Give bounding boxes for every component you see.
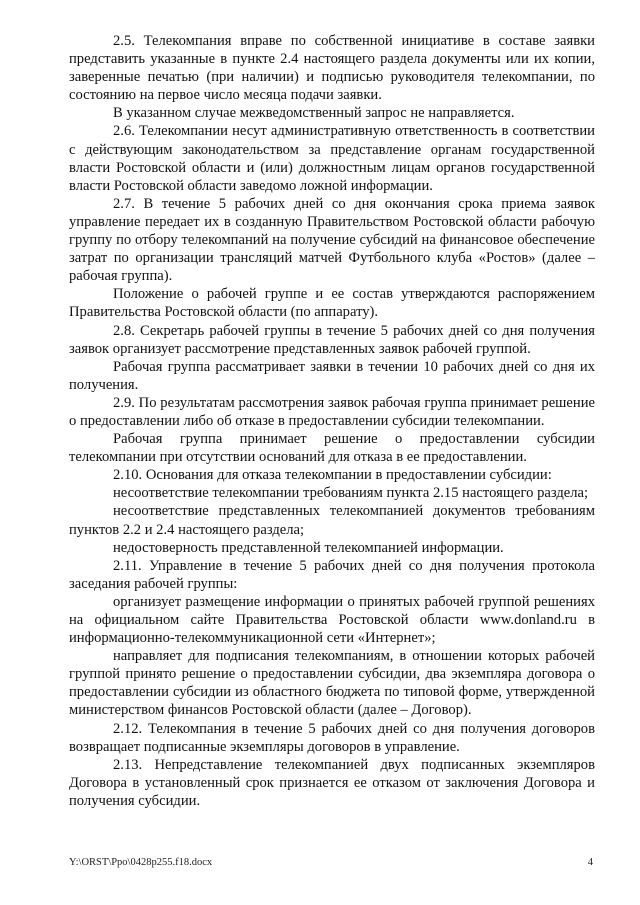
page-number: 4: [587, 857, 593, 868]
paragraph-2-10-item-3: недостоверность представленной телекомпанией информации.: [113, 539, 504, 556]
document-body: [69, 32, 595, 810]
paragraph-2-11-item-1: организует размещение информации о принятых рабочей группой решениях на официальном сайте Правительства Ростовской области www.donland.ru в информационно-телекоммуникационной сети «Интернет»;: [69, 593, 595, 647]
paragraph-2-11: 2.11. Управление в течение 5 рабочих дней со дня получения протокола заседания рабочей группы:: [69, 557, 595, 592]
paragraph-2-10-item-2: несоответствие представленных телекомпанией документов требованиям пунктов 2.2 и 2.4 настоящего раздела;: [69, 503, 595, 538]
paragraph-2-6: 2.6. Телекомпании несут административную ответственность в соответствии с действующим законодательством за представление органам государственной власти Ростовской области и (или) должностным лицам органов государственной власти Ростовской области заведомо ложной информации.: [69, 123, 595, 194]
page-footer: [69, 856, 595, 870]
paragraph-2-5-note: В указанном случае межведомственный запрос не направляется.: [113, 105, 515, 122]
paragraph-2-10: 2.10. Основания для отказа телекомпании в предоставлении субсидии:: [113, 467, 552, 484]
paragraph-2-7-working-group: Положение о рабочей группе и ее состав утверждаются распоряжением Правительства Ростовской области (по аппарату).: [69, 286, 595, 321]
paragraph-2-11-item-2: направляет для подписания телекомпаниям, в отношении которых рабочей группой принято решение о предоставлении субсидии, два экземпляра договора о предоставлении субсидии из областного бюджета по типовой форме, утвержденной министерством финансов Ростовской области (далее – Договор).: [69, 648, 595, 719]
paragraph-2-9-decision: Рабочая группа принимает решение о предоставлении субсидии телекомпании при отсутствии оснований для отказа в ее предоставлении.: [69, 431, 595, 466]
paragraph-2-8: 2.8. Секретарь рабочей группы в течение 5 рабочих дней со дня получения заявок организует рассмотрение представленных заявок рабочей группой.: [69, 322, 595, 357]
paragraph-2-7: 2.7. В течение 5 рабочих дней со дня окончания срока приема заявок управление передает их в созданную Правительством Ростовской области рабочую группу по отбору телекомпаний на получение субсидий на финансовое обеспечение затрат по организации трансляций матчей Футбольного клуба «Ростов» (далее – рабочая группа).: [69, 195, 595, 285]
paragraph-2-10-item-1: несоответствие телекомпании требованиям пункта 2.15 настоящего раздела;: [113, 485, 589, 502]
paragraph-2-12: 2.12. Телекомпания в течение 5 рабочих дней со дня получения договоров возвращает подписанные экземпляры договоров в управление.: [69, 720, 595, 755]
paragraph-2-8-review-period: Рабочая группа рассматривает заявки в течении 10 рабочих дней со дня их получения.: [69, 358, 595, 393]
file-path: Y:\ORST\Ppo\0428p255.f18.docx: [69, 857, 213, 868]
paragraph-2-13: 2.13. Непредставление телекомпанией двух подписанных экземпляров Договора в установленный срок признается ее отказом от заключения Договора и получения субсидии.: [69, 756, 595, 809]
paragraph-2-9: 2.9. По результатам рассмотрения заявок рабочая группа принимает решение о предоставлении либо об отказе в предоставлении субсидии телекомпании.: [69, 394, 595, 429]
paragraph-2-5: 2.5. Телекомпания вправе по собственной инициативе в составе заявки представить указанные в пункте 2.4 настоящего раздела документы или их копии, заверенные печатью (при наличии) и подписью руководителя телекомпании, по состоянию на первое число месяца подачи заявки.: [69, 33, 595, 104]
